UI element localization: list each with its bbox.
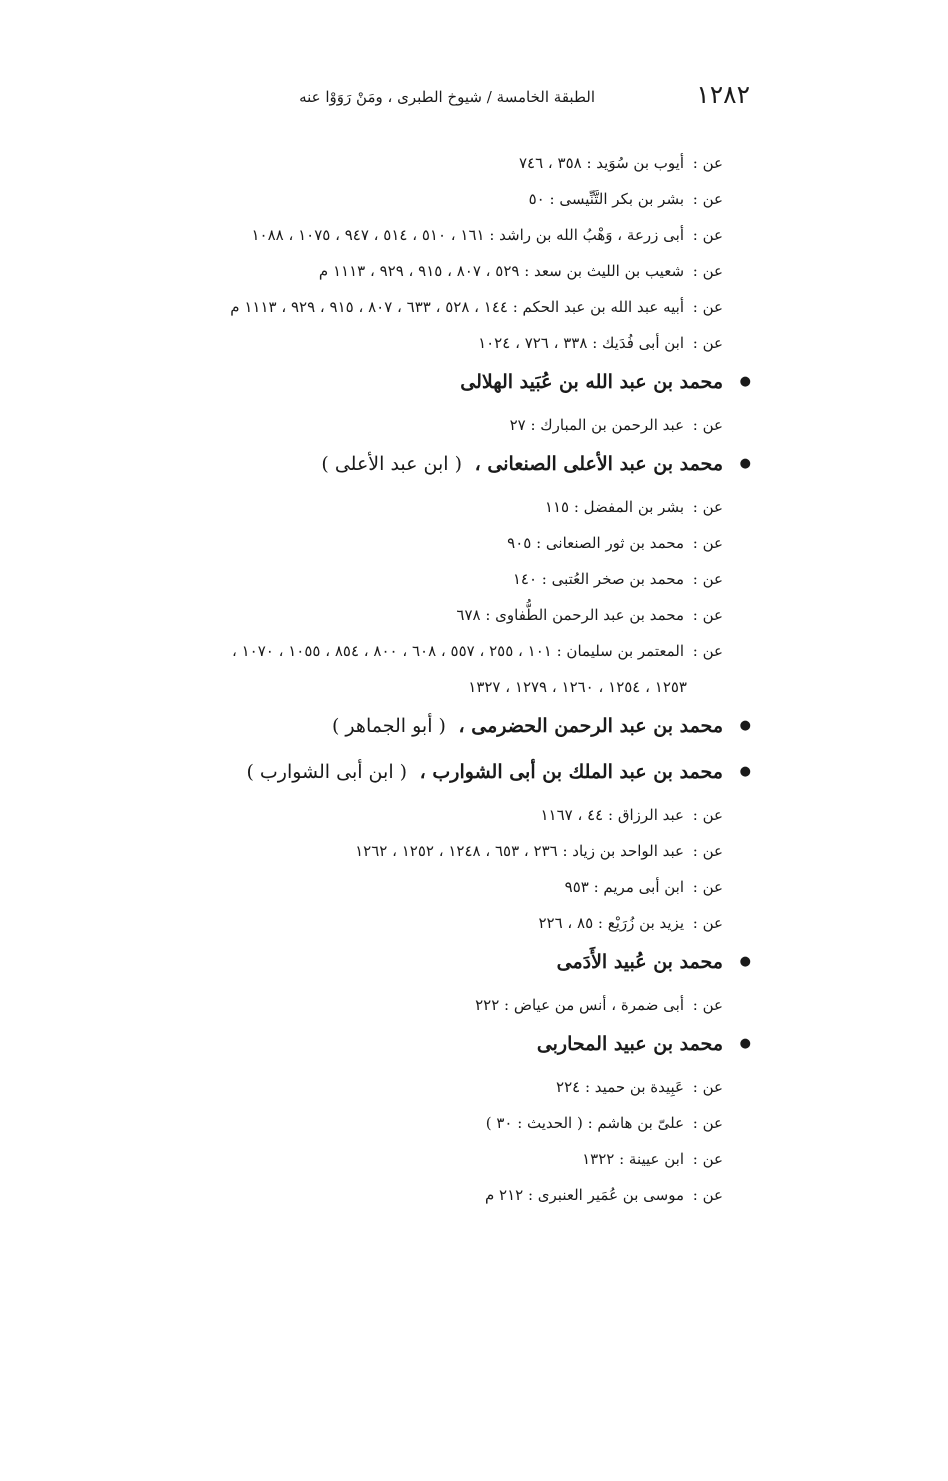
entry-prefix: عن : xyxy=(692,1114,723,1132)
person-alias: ( أبو الجماهر ) xyxy=(331,715,446,737)
entry-text: ابن أبى فُدَيك : ٣٣٨ ، ٧٢٦ ، ١٠٢٤ xyxy=(478,334,685,352)
entry-text: محمد بن صخر العُتبى : ١٤٠ xyxy=(512,570,685,588)
person-section xyxy=(103,950,751,1014)
person-heading xyxy=(103,370,751,394)
person-alias: ( ابن أبى الشوارب ) xyxy=(246,761,408,783)
entry-line xyxy=(103,996,723,1014)
entry-prefix: عن : xyxy=(692,1078,723,1096)
bullet-icon: ● xyxy=(739,764,751,779)
bullet-icon: ● xyxy=(739,718,751,733)
entry-text: بشر بن المفضل : ١١٥ xyxy=(544,498,685,516)
person-section xyxy=(103,760,751,932)
entry-prefix: عن : xyxy=(692,996,723,1014)
person-section xyxy=(103,714,751,738)
person-section xyxy=(103,452,751,696)
person-section xyxy=(103,370,751,434)
entry-text: ابن عيينة : ١٣٢٢ xyxy=(582,1150,685,1168)
entry-line xyxy=(103,1078,723,1096)
person-name: محمد بن عبيد المحاربى xyxy=(536,1033,723,1055)
entry-line xyxy=(103,1150,723,1168)
entry-line xyxy=(103,498,723,516)
person-alias: ( ابن عبد الأعلى ) xyxy=(321,453,463,475)
person-heading xyxy=(103,950,751,974)
page-header xyxy=(280,80,750,120)
entry-line xyxy=(103,570,723,588)
entry-prefix: عن : xyxy=(692,298,723,316)
page-number: ١٢٨٢ xyxy=(696,80,750,109)
entry-line xyxy=(103,806,723,824)
entry-line xyxy=(103,190,723,208)
entry-line xyxy=(103,154,723,172)
entry-prefix: عن : xyxy=(692,570,723,588)
person-heading xyxy=(103,1032,751,1056)
person-name: محمد بن عبد الملك بن أبى الشوارب ، xyxy=(419,761,723,783)
entry-prefix: عن : xyxy=(692,878,723,896)
entry-prefix: عن : xyxy=(692,534,723,552)
entry-line xyxy=(103,262,723,280)
entry-prefix: عن : xyxy=(692,226,723,244)
entry-line xyxy=(103,334,723,352)
entry-line xyxy=(103,878,723,896)
entry-text: بشر بن بكر التَّنِّيسى : ٥٠ xyxy=(528,190,685,208)
entry-line xyxy=(103,226,723,244)
entry-continuation xyxy=(103,678,687,696)
person-name: محمد بن عُبيد الأَدَمى xyxy=(556,951,723,973)
entry-text: أيوب بن سُوَيد : ٣٥٨ ، ٧٤٦ xyxy=(518,154,685,172)
entry-prefix: عن : xyxy=(692,334,723,352)
person-name: محمد بن عبد الرحمن الحضرمى ، xyxy=(458,715,723,737)
entry-line xyxy=(103,1186,723,1204)
entry-prefix: عن : xyxy=(692,1186,723,1204)
entry-prefix: عن : xyxy=(692,154,723,172)
entry-prefix: عن : xyxy=(692,606,723,624)
person-heading xyxy=(103,452,751,476)
running-title: الطبقة الخامسة / شيوخ الطبرى ، ومَنْ رَوَوْا عنه xyxy=(299,88,595,106)
top-entry-list xyxy=(103,154,723,352)
entry-prefix: عن : xyxy=(692,914,723,932)
bullet-icon: ● xyxy=(739,374,751,389)
bullet-icon: ● xyxy=(739,1036,751,1051)
entry-text: محمد بن عبد الرحمن الطُّفاوى : ٦٧٨ xyxy=(456,606,685,624)
entry-text: أبى زرعة ، وَهْبُ الله بن راشد : ١٦١ ، ٥١٠ ، ٥١٤ ، ٩٤٧ ، ١٠٧٥ ، ١٠٨٨ xyxy=(251,226,685,244)
entry-prefix: عن : xyxy=(692,190,723,208)
entry-prefix: عن : xyxy=(692,642,723,660)
entry-text: علىّ بن هاشم : ( الحديث : ٣٠ ) xyxy=(485,1114,685,1132)
entry-line xyxy=(103,1114,723,1132)
entry-prefix: عن : xyxy=(692,416,723,434)
person-name: محمد بن عبد الله بن عُبَيد الهلالى xyxy=(460,371,723,393)
entry-text: أبيه عبد الله بن عبد الحكم : ١٤٤ ، ٥٢٨ ، ٦٣٣ ، ٨٠٧ ، ٩١٥ ، ٩٢٩ ، ١١١٣ م xyxy=(230,298,685,316)
entry-line xyxy=(103,416,723,434)
entry-text: موسى بن عُمَير العنبرى : ٢١٢ م xyxy=(484,1186,685,1204)
person-name: محمد بن عبد الأعلى الصنعانى ، xyxy=(474,453,723,475)
entry-line xyxy=(103,914,723,932)
entry-line xyxy=(103,606,723,624)
person-section xyxy=(103,1032,751,1204)
entry-prefix: عن : xyxy=(692,1150,723,1168)
entry-line xyxy=(103,298,723,316)
entry-text: عبد الرحمن بن المبارك : ٢٧ xyxy=(509,416,685,434)
entry-text: يزيد بن زُرَيْع : ٨٥ ، ٢٢٦ xyxy=(538,914,685,932)
page-content xyxy=(103,154,751,1222)
person-heading xyxy=(103,760,751,784)
person-heading xyxy=(103,714,751,738)
entry-text: عبد الواحد بن زياد : ٢٣٦ ، ٦٥٣ ، ١٢٤٨ ، ١٢٥٢ ، ١٢٦٢ xyxy=(355,842,685,860)
entry-line xyxy=(103,842,723,860)
entry-text: عبد الرزاق : ٤٤ ، ١١٦٧ xyxy=(540,806,685,824)
entry-text: أبى ضمرة ، أنس من عياض : ٢٢٢ xyxy=(475,996,685,1014)
entry-prefix: عن : xyxy=(692,498,723,516)
entry-text: عَبِيدة بن حميد : ٢٢٤ xyxy=(556,1078,685,1096)
entry-text: شعيب بن الليث بن سعد : ٥٢٩ ، ٨٠٧ ، ٩١٥ ، ٩٢٩ ، ١١١٣ م xyxy=(318,262,685,280)
entry-text: ١٢٥٣ ، ١٢٥٤ ، ١٢٦٠ ، ١٢٧٩ ، ١٣٢٧ xyxy=(468,678,687,696)
entry-prefix: عن : xyxy=(692,842,723,860)
entry-line xyxy=(103,642,723,660)
bullet-icon: ● xyxy=(739,456,751,471)
bullet-icon: ● xyxy=(739,954,751,969)
entry-line xyxy=(103,534,723,552)
entry-prefix: عن : xyxy=(692,806,723,824)
entry-text: ابن أبى مريم : ٩٥٣ xyxy=(564,878,685,896)
entry-text: محمد بن ثور الصنعانى : ٩٠٥ xyxy=(507,534,685,552)
entry-text: المعتمر بن سليمان : ١٠١ ، ٢٥٥ ، ٥٥٧ ، ٦٠٨ ، ٨٠٠ ، ٨٥٤ ، ١٠٥٥ ، ١٠٧٠ ، xyxy=(232,642,685,660)
entry-prefix: عن : xyxy=(692,262,723,280)
